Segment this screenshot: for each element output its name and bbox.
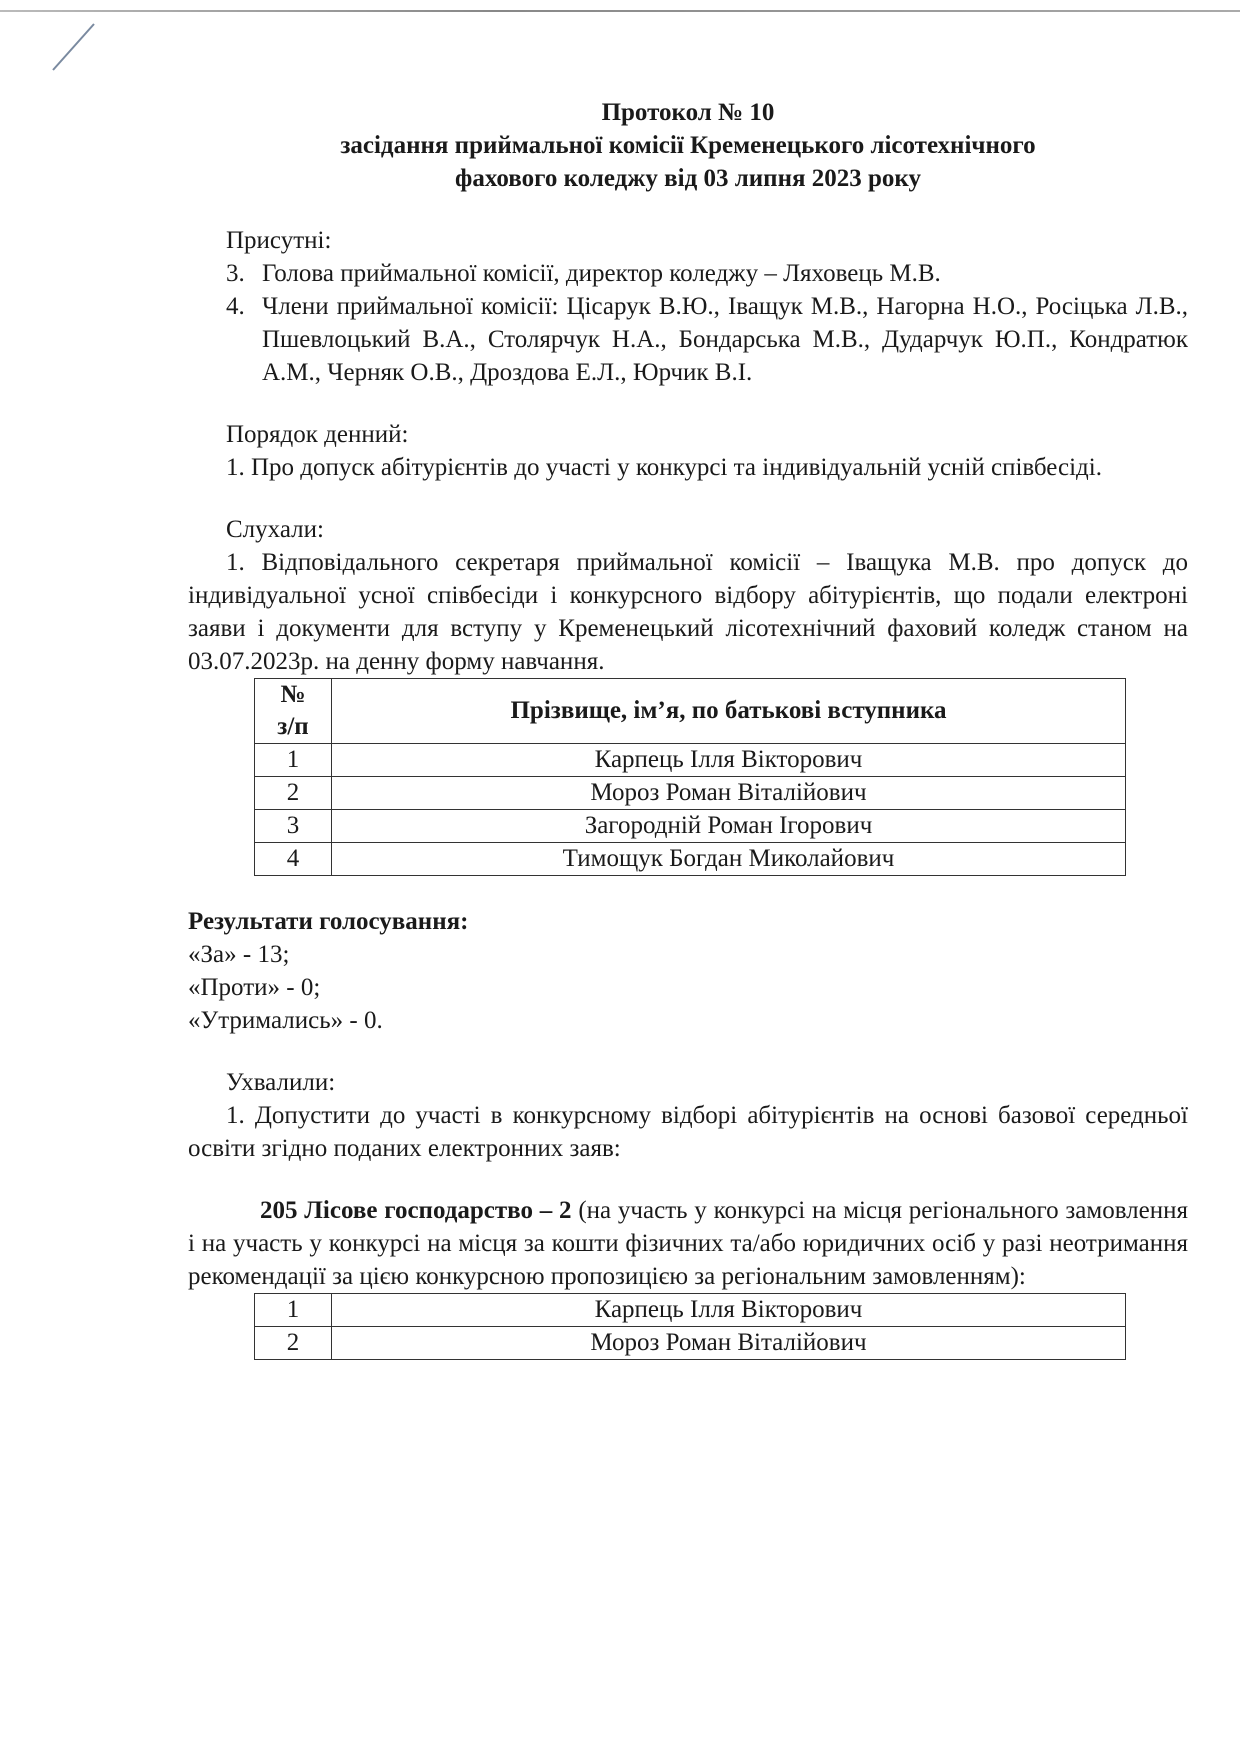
- specialty-paragraph: [188, 1194, 1188, 1293]
- row-number: 1: [255, 1294, 332, 1327]
- row-name: Карпець Ілля Вікторович: [332, 744, 1126, 777]
- row-number: 2: [255, 1327, 332, 1360]
- present-item: [188, 290, 1188, 389]
- row-name: Мороз Роман Віталійович: [332, 777, 1126, 810]
- agenda-heading: Порядок денний:: [226, 421, 409, 448]
- row-number: 3: [255, 810, 332, 843]
- agenda-section: [188, 418, 1188, 484]
- present-item-number: 4.: [226, 293, 245, 320]
- vote-abstained: «Утримались» - 0.: [188, 1007, 383, 1034]
- heard-item: 1. Відповідального секретаря приймальної комісії – Іващука М.В. про допуск до індивідуальної усної співбесіди і конкурсного відбору абітурієнтів, що подали електроні заяви і документи для вступу у Кременецький лісотехнічний фаховий коледж станом на 03.07.2023р. на денну форму навчання.: [188, 549, 1188, 675]
- table-row: [255, 777, 1126, 810]
- present-heading: Присутні:: [226, 227, 332, 254]
- table-row: [255, 843, 1126, 876]
- specialty-note: (на участь у конкурсі на місця регіонального замовлення і на участь у конкурсі на місця за кошти фізичних та/або юридичних осіб у разі неотримання рекомендації за цією конкурсною пропозицією за регіональним замовленням):: [188, 1197, 1189, 1290]
- vote-for: «За» - 13;: [188, 941, 290, 968]
- scan-edge-line: [0, 10, 1240, 12]
- present-item: [188, 257, 1188, 290]
- table-row: [255, 744, 1126, 777]
- row-name: Загородній Роман Ігорович: [332, 810, 1126, 843]
- title-line-3: фахового коледжу від 03 липня 2023 року: [455, 165, 921, 192]
- present-item-text: Голова приймальної комісії, директор коледжу – Ляховець М.В.: [262, 260, 941, 287]
- resolved-item: 1. Допустити до участі в конкурсному відборі абітурієнтів на основі базової середньої освіти згідно поданих електронних заяв:: [188, 1102, 1188, 1162]
- present-item-number: 3.: [226, 260, 245, 287]
- row-name: Карпець Ілля Вікторович: [332, 1294, 1126, 1327]
- title-line-1: Протокол № 10: [601, 99, 775, 126]
- resolved-heading: Ухвалили:: [226, 1069, 336, 1096]
- voting-heading: Результати голосування:: [188, 908, 469, 935]
- table-row: [255, 1294, 1126, 1327]
- agenda-item: 1. Про допуск абітурієнтів до участі у конкурсі та індивідуальній усній співбесіді.: [226, 454, 1102, 481]
- present-section: [188, 224, 1188, 389]
- row-number: 4: [255, 843, 332, 876]
- row-name: Мороз Роман Віталійович: [332, 1327, 1126, 1360]
- row-number: 1: [255, 744, 332, 777]
- heard-section: [188, 513, 1188, 678]
- column-header-number: [255, 679, 332, 744]
- resolved-section: [188, 1066, 1188, 1165]
- document-page: [188, 96, 1188, 1360]
- specialty-name: 205 Лісове господарство – 2: [260, 1197, 572, 1224]
- table-header-row: [255, 679, 1126, 744]
- row-name: Тимощук Богдан Миколайович: [332, 843, 1126, 876]
- voting-section: [188, 905, 1188, 1037]
- column-header-number-line2: з/п: [277, 713, 309, 740]
- applicants-table: [254, 678, 1126, 876]
- row-number: 2: [255, 777, 332, 810]
- admitted-table: [254, 1293, 1126, 1360]
- heard-heading: Слухали:: [226, 516, 324, 543]
- table-row: [255, 1327, 1126, 1360]
- table-row: [255, 810, 1126, 843]
- document-title: [188, 96, 1188, 195]
- present-item-text: Члени приймальної комісії: Цісарук В.Ю., Іващук М.В., Нагорна Н.О., Росіцька Л.В., Пшевлоцький В.А., Столярчук Н.А., Бондарська М.В., Дударчук Ю.П., Кондратюк А.М., Черняк О.В., Дроздова Е.Л., Юрчик В.І.: [262, 293, 1188, 386]
- column-header-number-line1: №: [280, 681, 306, 708]
- pen-mark-icon: [50, 22, 100, 72]
- vote-against: «Проти» - 0;: [188, 974, 321, 1001]
- title-line-2: засідання приймальної комісії Кременецького лісотехнічного: [340, 132, 1036, 159]
- column-header-name: Прізвище, ім’я, по батькові вступника: [332, 679, 1126, 744]
